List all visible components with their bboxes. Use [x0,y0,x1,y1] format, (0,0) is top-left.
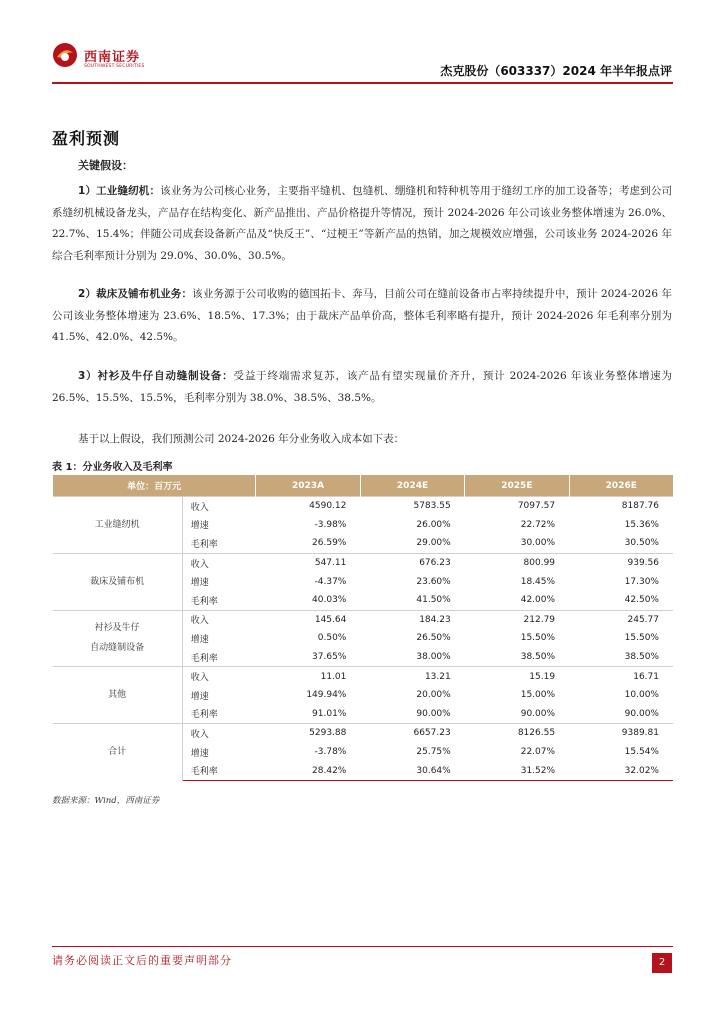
table-cell: 22.72% [520,519,556,530]
table-cell: 40.03% [312,595,347,606]
page-header [52,40,672,82]
metric-label: 收入 [182,667,256,686]
table-cell: 32.02% [569,761,673,780]
segment-name: 衬衫及牛仔 自动缝制设备 [53,610,183,667]
table-cell: 26.50% [416,633,451,644]
table-cell: -4.37% [314,576,347,587]
table-cell: 13.21 [360,667,464,686]
table-cell: 31.52% [465,761,569,780]
table-cell: 15.54% [624,747,659,758]
table-cell: 145.64 [256,610,361,629]
table-cell: 7097.57 [465,497,569,516]
page-number: 2 [652,953,672,973]
table-cell: 15.36% [624,519,659,530]
segment-name: 裁床及铺布机 [53,553,183,610]
table-cell: -3.98% [314,519,347,530]
table-row [53,497,674,516]
assumption-lead: 3）衬衫及牛仔自动缝制设备： [78,370,234,382]
table-cell: 5783.55 [360,497,464,516]
data-source-note: 数据来源：Wind，西南证券 [52,796,160,806]
footer-disclaimer: 请务必阅读正文后的重要声明部分 [52,954,232,967]
metric-label: 毛利率 [190,596,218,607]
table-cell: 28.42% [256,761,361,780]
metric-label: 增速 [190,748,209,759]
table-caption: 表 1：分业务收入及毛利率 [52,462,173,473]
footer-rule [52,946,673,947]
table-cell: 42.50% [624,595,659,606]
table-cell: 4590.12 [256,497,361,516]
table-cell: 38.00% [416,652,451,663]
key-assumptions-label: 关键假设： [78,159,133,172]
table-row [53,724,674,743]
table-cell: 91.01% [312,708,347,719]
table-cell: 245.77 [569,610,673,629]
table-cell: 800.99 [465,553,569,572]
table-cell: 37.65% [312,652,347,663]
table-cell: 9389.81 [569,724,673,743]
metric-label: 增速 [190,578,209,589]
assumption-paragraph-3 [52,366,672,409]
table-cell: -3.78% [314,747,347,758]
metric-label: 毛利率 [190,710,218,721]
logo-text-cn: 西南证券 [84,50,141,65]
table-cell: 38.50% [520,652,556,663]
assumption-paragraph-1 [52,181,672,267]
table-cell: 547.11 [256,553,361,572]
assumption-text: 该业务源于公司收购的德国拓卡、奔马，目前公司在缝前设备市占率持续提升中，预计 2024-2026 年公司该业务整体增速为 23.6%、18.5%、17.3%；由于裁床产品单价高，整体毛利率略有提升，预计 2024-2026 年毛利率分别为 41.5%、42.0%、42.5%。 [52,288,672,343]
table-row [53,667,674,686]
assumption-text: 受益于终端需求复苏，该产品有望实现量价齐升，预计 2024-2026 年该业务整体增速为 26.5%、15.5%、15.5%，毛利率分别为 38.0%、38.5%、38.5%。 [52,370,672,404]
metric-label: 收入 [182,610,256,629]
logo-text-en: SOUTHWEST SECURITIES [84,64,145,69]
logo-mark-icon [52,42,78,68]
table-cell: 29.00% [416,538,451,549]
metric-label: 收入 [182,497,256,516]
table-cell: 25.75% [416,747,451,758]
metric-label: 增速 [190,691,209,702]
table-cell: 30.50% [624,538,659,549]
metric-label: 增速 [190,634,209,645]
header-rule [52,82,673,84]
table-cell: 26.59% [312,538,347,549]
table-cell: 17.30% [624,576,659,587]
table-cell: 15.19 [465,667,569,686]
table-cell: 90.00% [624,708,659,719]
assumption-paragraph-2 [52,284,672,349]
table-cell: 22.07% [520,747,556,758]
segment-revenue-table [52,475,673,781]
table-cell: 939.56 [569,553,673,572]
table-cell: 23.60% [416,576,451,587]
table-cell: 26.00% [416,519,451,530]
segment-name: 其他 [53,667,183,724]
section-title: 盈利预测 [52,129,121,148]
table-cell: 41.50% [416,595,451,606]
table-cell: 149.94% [306,690,347,701]
segment-name: 合计 [53,724,183,781]
table-header-year: 2024E [360,475,464,497]
table-cell: 15.50% [520,633,556,644]
table-cell: 184.23 [360,610,464,629]
metric-label: 毛利率 [190,539,218,550]
table-header-year: 2023A [256,475,361,497]
assumption-lead: 1）工业缝纫机： [78,185,161,197]
table-header-unit: 单位：百万元 [53,475,256,497]
table-cell: 6657.23 [360,724,464,743]
table-header-year: 2026E [569,475,673,497]
assumption-text: 该业务为公司核心业务，主要指平缝机、包缝机、绷缝机和特种机等用于缝纫工序的加工设备等；考虑到公司系缝纫机械设备龙头，产品存在结构变化、新产品推出、产品价格提升等情况，预计 2024-2026 年公司该业务整体增速为 26.0%、22.7%、15.4%；伴随公司成套设备新产品及“快反王”、“过梗王”等新产品的热销，加之规模效应增强，公司该业务 2024-2026 年综合毛利率预计分别为 29.0%、30.0%、30.5%。 [52,185,673,262]
company-logo [52,40,172,76]
segment-name: 工业缝纫机 [53,497,183,554]
report-title: 杰克股份（603337）2024 年半年报点评 [440,64,672,78]
table-cell: 15.00% [520,690,556,701]
table-row [53,553,674,572]
table-cell: 8126.55 [465,724,569,743]
table-cell: 42.00% [520,595,556,606]
metric-label: 收入 [182,724,256,743]
table-header-row [53,475,674,497]
table-cell: 11.01 [256,667,361,686]
metric-label: 毛利率 [182,761,256,780]
metric-label: 收入 [182,553,256,572]
assumption-lead: 2）裁床及铺布机业务： [78,288,193,300]
metric-label: 增速 [190,521,209,532]
metric-label: 毛利率 [190,653,218,664]
table-cell: 90.00% [416,708,451,719]
table-cell: 15.50% [624,633,659,644]
table-intro-text: 基于以上假设，我们预测公司 2024-2026 年分业务收入成本如下表： [78,433,405,445]
table-cell: 10.00% [624,690,659,701]
table-cell: 676.23 [360,553,464,572]
table-row [53,610,674,629]
table-cell: 20.00% [416,690,451,701]
table-cell: 8187.76 [569,497,673,516]
table-cell: 30.00% [520,538,556,549]
table-cell: 5293.88 [256,724,361,743]
table-cell: 16.71 [569,667,673,686]
table-cell: 90.00% [520,708,556,719]
table-header-year: 2025E [465,475,569,497]
table-cell: 38.50% [624,652,659,663]
table-cell: 30.64% [360,761,464,780]
table-cell: 0.50% [317,633,347,644]
table-cell: 18.45% [520,576,556,587]
table-cell: 212.79 [465,610,569,629]
